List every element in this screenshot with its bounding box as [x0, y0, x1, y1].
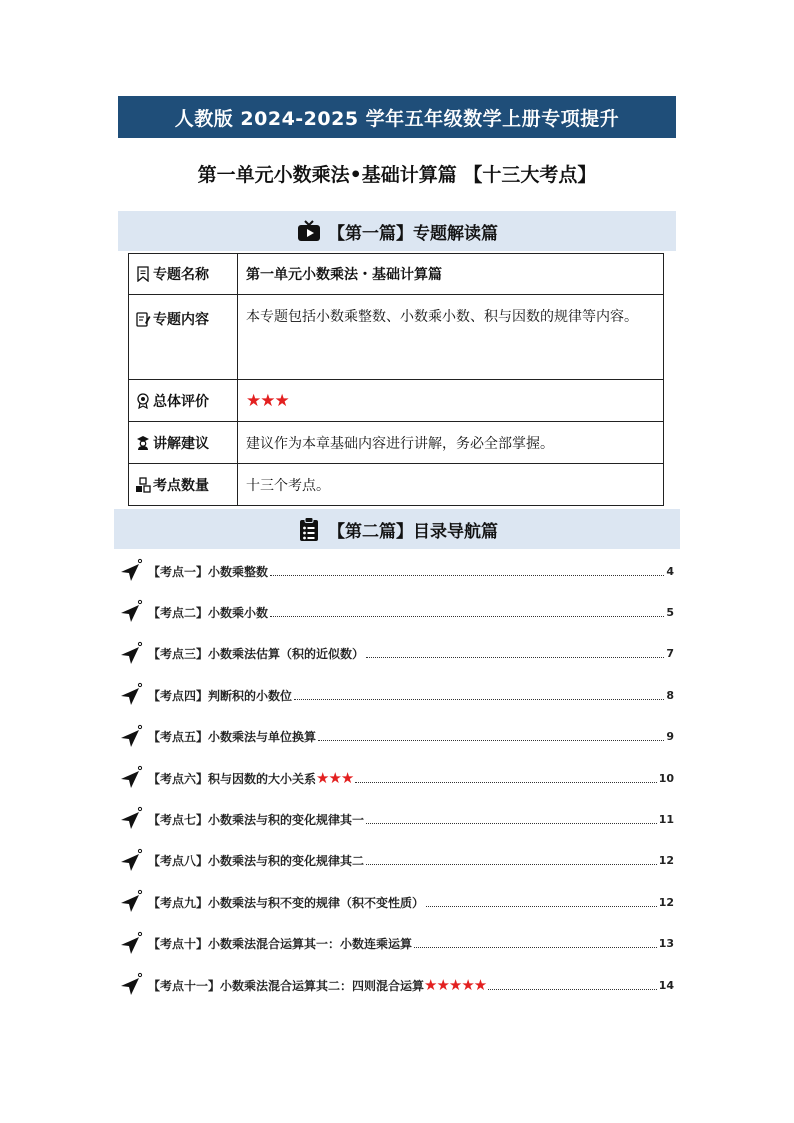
- info-value: 本专题包括小数乘整数、小数乘小数、积与因数的规律等内容。: [238, 295, 664, 380]
- toc-entry-title: 【考点八】小数乘法与积的变化规律其二: [148, 854, 365, 869]
- toc-entry[interactable]: [118, 556, 674, 586]
- navigation-arrow-icon: [118, 889, 144, 915]
- toc-entry[interactable]: [118, 763, 674, 793]
- toc-entry[interactable]: [118, 804, 674, 834]
- clipboard-list-icon: [296, 516, 322, 542]
- toc-page-number: 7: [666, 647, 674, 661]
- dot-leader: [366, 823, 657, 824]
- dot-leader: [366, 864, 657, 865]
- toc-entry-title: 【考点九】小数乘法与积不变的规律（积不变性质）: [148, 895, 425, 910]
- info-row-topic-name: [129, 254, 664, 295]
- blocks-icon: [135, 477, 151, 493]
- toc-entry-title: 【考点二】小数乘小数: [148, 605, 269, 620]
- toc-entry-title: 【考点六】积与因数的大小关系: [148, 771, 317, 786]
- toc-page-number: 5: [666, 605, 674, 619]
- toc-entry[interactable]: [118, 722, 674, 752]
- dot-leader: [414, 947, 657, 948]
- toc-entry[interactable]: [118, 639, 674, 669]
- dot-leader: [488, 989, 656, 990]
- toc-page-number: 12: [658, 895, 674, 909]
- info-value: 十三个考点。: [238, 464, 664, 506]
- toc-page-number: 12: [658, 854, 674, 868]
- toc-entry[interactable]: [118, 680, 674, 710]
- navigation-arrow-icon: [118, 972, 144, 998]
- info-label-cell: [129, 422, 238, 464]
- toc-entry[interactable]: [118, 929, 674, 959]
- toc-entry-title: 【考点一】小数乘整数: [148, 564, 269, 579]
- medal-icon: [135, 393, 151, 409]
- toc-page-number: 11: [658, 812, 674, 826]
- teacher-icon: [135, 435, 151, 451]
- info-label-cell: [129, 380, 238, 422]
- title-banner: 人教版 2024-2025 学年五年级数学上册专项提升: [118, 96, 676, 138]
- rating-cell: [238, 380, 664, 422]
- toc-entry-title: 【考点十】小数乘法混合运算其一：小数连乘运算: [148, 937, 413, 952]
- dot-leader: [426, 906, 657, 907]
- dot-leader: [355, 782, 656, 783]
- document-edit-icon: [135, 311, 151, 327]
- toc-entry[interactable]: [118, 887, 674, 917]
- toc-page-number: 10: [658, 771, 674, 785]
- navigation-arrow-icon: [118, 599, 144, 625]
- toc-entry-title: 【考点五】小数乘法与单位换算: [148, 730, 317, 745]
- toc-entry-title: 【考点四】判断积的小数位: [148, 688, 293, 703]
- dot-leader: [318, 740, 664, 741]
- navigation-arrow-icon: [118, 641, 144, 667]
- info-row-teaching-advice: [129, 422, 664, 464]
- document-subtitle: 第一单元小数乘法•基础计算篇 【十三大考点】: [197, 164, 597, 186]
- info-label: 讲解建议: [153, 435, 209, 452]
- toc-entry[interactable]: [118, 970, 674, 1000]
- toc-page-number: 8: [666, 688, 674, 702]
- dot-leader: [270, 616, 664, 617]
- navigation-arrow-icon: [118, 558, 144, 584]
- navigation-arrow-icon: [118, 848, 144, 874]
- toc-entry[interactable]: [118, 597, 674, 627]
- info-label-cell: [129, 295, 238, 380]
- info-row-topic-content: [129, 295, 664, 380]
- dot-leader: [294, 699, 664, 700]
- section-title: 【第二篇】目录导航篇: [328, 521, 498, 542]
- toc-page-number: 9: [666, 730, 674, 744]
- toc-page-number: 4: [666, 564, 674, 578]
- toc-entry[interactable]: [118, 846, 674, 876]
- navigation-arrow-icon: [118, 765, 144, 791]
- navigation-arrow-icon: [118, 682, 144, 708]
- info-value: 建议作为本章基础内容进行讲解，务必全部掌握。: [238, 422, 664, 464]
- section-title: 【第一篇】专题解读篇: [328, 223, 498, 244]
- toc-entry-title: 【考点三】小数乘法估算（积的近似数）: [148, 647, 365, 662]
- info-value: 第一单元小数乘法・基础计算篇: [238, 254, 664, 295]
- toc-entry-title: 【考点十一】小数乘法混合运算其二：四则混合运算: [148, 978, 425, 993]
- dot-leader: [366, 657, 664, 658]
- importance-stars: ★★★: [316, 769, 354, 787]
- toc-page-number: 13: [658, 937, 674, 951]
- navigation-arrow-icon: [118, 724, 144, 750]
- navigation-arrow-icon: [118, 931, 144, 957]
- bookmark-icon: [135, 266, 151, 282]
- importance-stars: ★★★★★: [424, 976, 487, 994]
- info-label-cell: [129, 464, 238, 506]
- toc-entry-title: 【考点七】小数乘法与积的变化规律其一: [148, 812, 365, 827]
- section-heading-interpretation: [118, 211, 676, 251]
- info-row-topic-count: [129, 464, 664, 506]
- info-row-overall-rating: [129, 380, 664, 422]
- section-heading-toc: [114, 509, 680, 549]
- info-label: 专题名称: [153, 267, 209, 283]
- topic-info-table: [128, 253, 664, 506]
- tv-icon: [296, 218, 322, 244]
- info-label-cell: [129, 254, 238, 295]
- rating-stars: ★★★: [246, 390, 289, 411]
- info-label: 考点数量: [153, 477, 209, 494]
- toc-page-number: 14: [658, 978, 674, 992]
- dot-leader: [270, 575, 664, 576]
- info-label: 专题内容: [153, 312, 209, 328]
- info-label: 总体评价: [153, 393, 209, 410]
- navigation-arrow-icon: [118, 806, 144, 832]
